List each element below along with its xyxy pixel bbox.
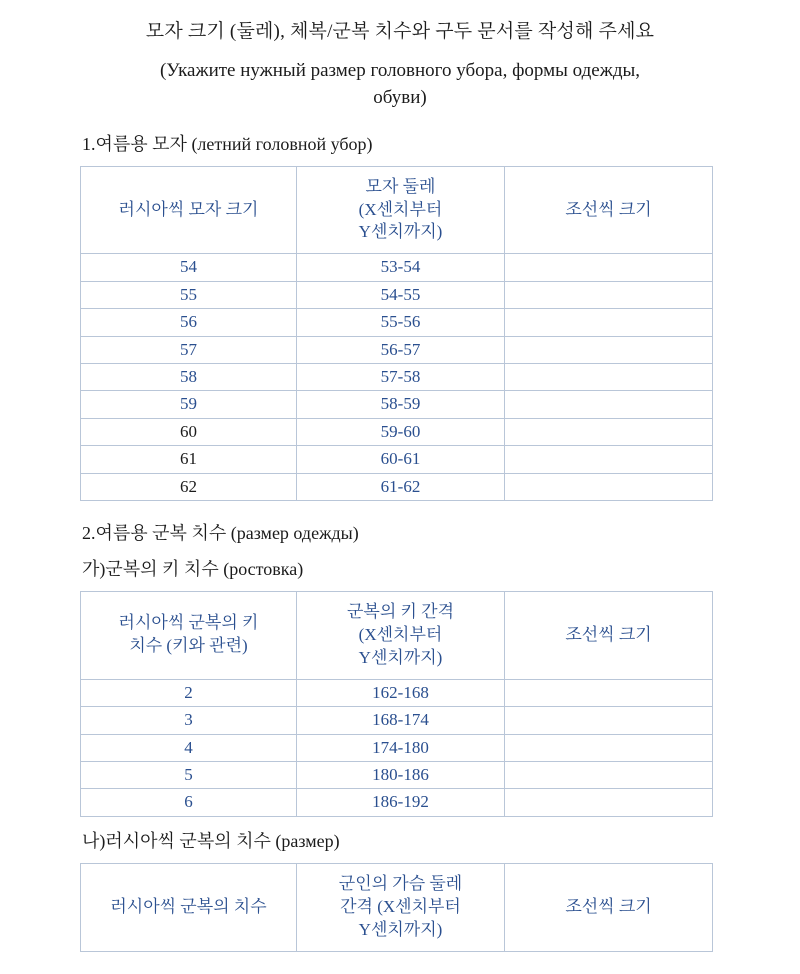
header-line: Y센치까지) [358,647,443,667]
table-cell-korean-size[interactable] [505,761,713,788]
header-line: 조선씩 크기 [565,199,652,219]
table-row [81,281,713,308]
table-cell-russian-size: 62 [81,473,297,500]
header-line: 치수 (키와 관련) [129,636,248,656]
table-row [81,391,713,418]
table-row [81,254,713,281]
table-cell-russian-height-size: 4 [81,734,297,761]
table-cell-korean-size[interactable] [505,281,713,308]
table-header-cell [505,166,713,254]
table-cell-height-range: 162-168 [297,679,505,706]
uniform-height-table [80,591,713,817]
uniform-size-table [80,863,713,952]
table-header-cell [505,863,713,951]
table-cell-korean-size[interactable] [505,473,713,500]
header-line: Y센치까지) [358,919,443,939]
table-header-row [81,863,713,951]
table-row [81,707,713,734]
table-cell-korean-size[interactable] [505,363,713,390]
header-line: 조선씩 크기 [565,896,652,916]
table-cell-circumference: 55-56 [297,309,505,336]
table-header-row [81,166,713,254]
section-2-heading: 2.여름용 군복 치수 (размер одежды) [82,522,359,543]
table-cell-russian-size: 60 [81,418,297,445]
table-cell-circumference: 54-55 [297,281,505,308]
table-cell-russian-size: 61 [81,446,297,473]
document-title-russian-line2: обуви) [373,87,427,109]
header-line: 러시아씩 모자 크기 [118,199,259,219]
table-cell-korean-size[interactable] [505,418,713,445]
header-line: 모자 둘레 [365,176,436,196]
table-cell-korean-size[interactable] [505,789,713,816]
header-line: 군복의 키 간격 [346,601,455,621]
header-line: 군인의 가슴 둘레 [338,873,463,893]
table-row [81,734,713,761]
table-header-cell [81,166,297,254]
table-header-cell [297,166,505,254]
header-line: (X센치부터 [358,199,443,219]
table-cell-circumference: 60-61 [297,446,505,473]
table-cell-russian-size: 55 [81,281,297,308]
header-line: 러시아씩 군복의 치수 [110,896,267,916]
header-line: 조선씩 크기 [565,624,652,644]
section-2-subheading: 가)군복의 키 치수 (ростовка) [82,558,304,579]
table-cell-russian-size: 58 [81,363,297,390]
header-line: 러시아씩 군복의 키 [118,613,259,633]
table-row [81,336,713,363]
table-cell-height-range: 174-180 [297,734,505,761]
table-cell-circumference: 53-54 [297,254,505,281]
table-cell-korean-size[interactable] [505,336,713,363]
table-cell-circumference: 57-58 [297,363,505,390]
table-header-row [81,591,713,679]
table-cell-circumference: 58-59 [297,391,505,418]
document-title-russian-line1: (Укажите нужный размер головного убора, формы одежды, [159,59,641,81]
table-header-cell [505,591,713,679]
table-cell-korean-size[interactable] [505,309,713,336]
table-row [81,446,713,473]
table-row [81,789,713,816]
table-row [81,679,713,706]
table-header-cell [81,863,297,951]
header-line: Y센치까지) [358,222,443,242]
table-header-cell [297,591,505,679]
table-cell-korean-size[interactable] [505,707,713,734]
table-cell-height-range: 168-174 [297,707,505,734]
table-cell-korean-size[interactable] [505,734,713,761]
table-row [81,309,713,336]
header-line: (X센치부터 [358,624,443,644]
table-cell-russian-size: 57 [81,336,297,363]
table-cell-korean-size[interactable] [505,254,713,281]
table-cell-height-range: 180-186 [297,761,505,788]
table-cell-russian-size: 59 [81,391,297,418]
table-cell-circumference: 59-60 [297,418,505,445]
table-cell-russian-height-size: 5 [81,761,297,788]
table-row [81,473,713,500]
table-cell-korean-size[interactable] [505,446,713,473]
table-header-cell [81,591,297,679]
table-cell-height-range: 186-192 [297,789,505,816]
table-cell-circumference: 56-57 [297,336,505,363]
section-3-subheading: 나)러시아씩 군복의 치수 (размер) [82,830,340,851]
table-cell-russian-height-size: 2 [81,679,297,706]
table-header-cell [297,863,505,951]
section-1-heading: 1.여름용 모자 (летний головной убор) [82,133,373,154]
table-row [81,363,713,390]
header-line: 간격 (X센치부터 [340,896,461,916]
table-cell-russian-height-size: 3 [81,707,297,734]
table-cell-russian-size: 56 [81,309,297,336]
table-row [81,418,713,445]
table-cell-russian-height-size: 6 [81,789,297,816]
table-cell-circumference: 61-62 [297,473,505,500]
table-cell-korean-size[interactable] [505,391,713,418]
document-title-korean: 모자 크기 (둘레), 체복/군복 치수와 구두 문서를 작성해 주세요 [145,21,655,42]
table-cell-korean-size[interactable] [505,679,713,706]
hat-size-table [80,166,713,501]
table-row [81,761,713,788]
table-cell-russian-size: 54 [81,254,297,281]
